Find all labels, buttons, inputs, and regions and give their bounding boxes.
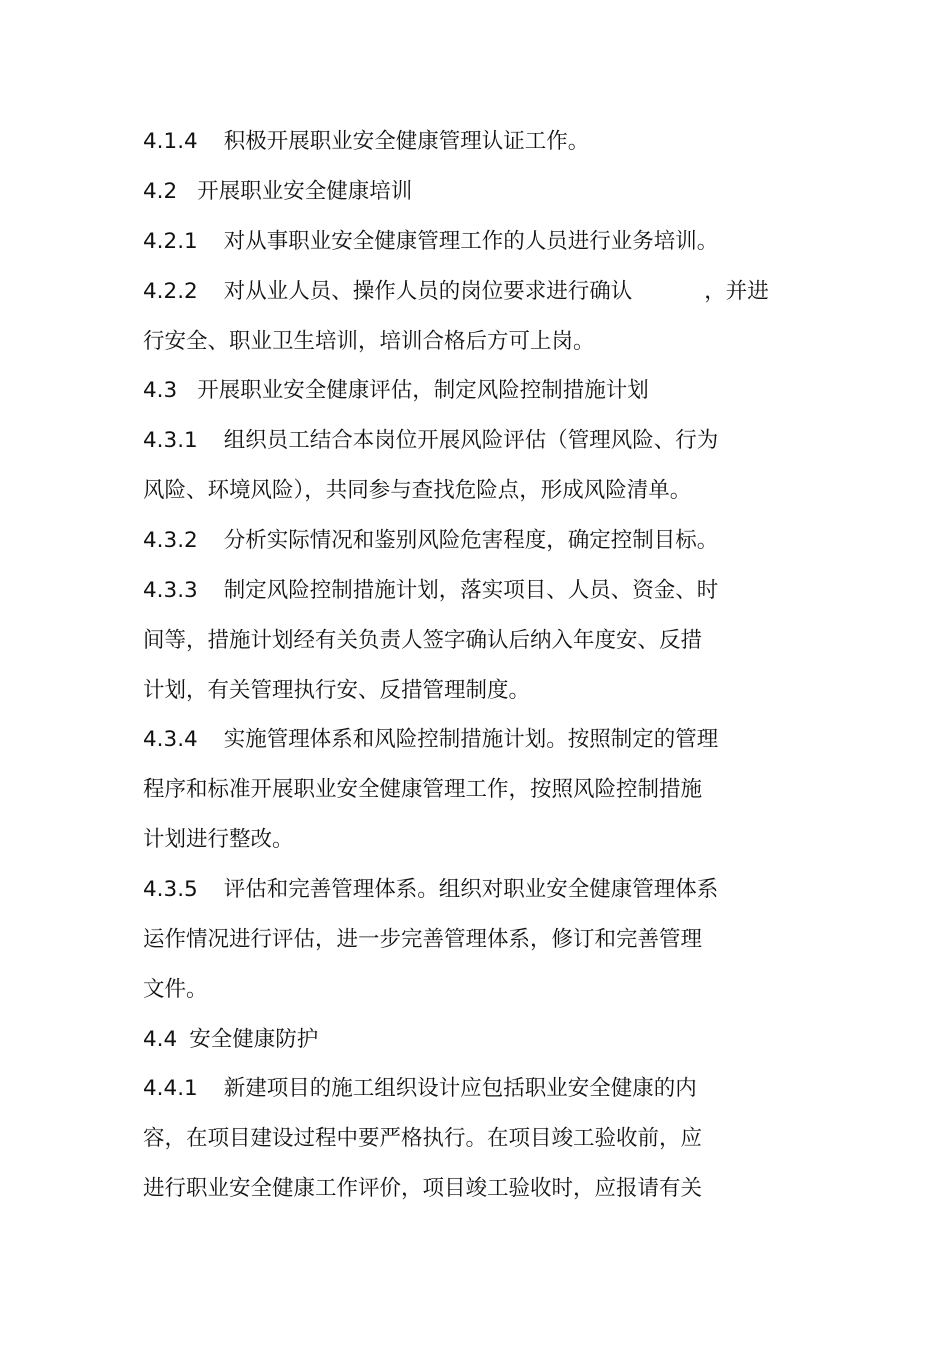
clause-number: 4.2.1 [143, 229, 198, 254]
section-4-3-heading [143, 373, 649, 409]
clause-text: 计划，有关管理执行安、反措管理制度。 [143, 678, 531, 703]
clause-number: 4.4.1 [143, 1076, 198, 1101]
clause-text-tail: ，并进 [704, 279, 769, 304]
section-number: 4.2 [143, 179, 178, 204]
clause-4-3-5-continued-2 [143, 972, 208, 1008]
clause-4-3-4-continued [143, 772, 702, 808]
clause-text: 间等，措施计划经有关负责人签字确认后纳入年度安、反措 [143, 628, 703, 653]
clause-4-4-1-continued-2 [143, 1171, 702, 1207]
section-4-2-heading [143, 174, 412, 210]
clause-text: 计划进行整改。 [143, 827, 294, 852]
clause-4-2-2-continued [143, 324, 595, 360]
clause-4-3-3-continued-2 [143, 673, 530, 709]
clause-4-4-1 [143, 1071, 697, 1107]
clause-number: 4.3.5 [143, 877, 198, 902]
clause-text: 程序和标准开展职业安全健康管理工作，按照风险控制措施 [143, 777, 703, 802]
clause-4-3-1 [143, 423, 718, 459]
clause-number: 4.3.3 [143, 578, 198, 603]
clause-text: 行安全、职业卫生培训，培训合格后方可上岗。 [143, 329, 595, 354]
clause-text: 实施管理体系和风险控制措施计划。按照制定的管理 [223, 727, 719, 752]
clause-4-2-1 [143, 224, 718, 260]
clause-text: 积极开展职业安全健康管理认证工作。 [223, 129, 590, 154]
clause-number: 4.1.4 [143, 129, 198, 154]
clause-text: 新建项目的施工组织设计应包括职业安全健康的内 [223, 1076, 697, 1101]
clause-text: 分析实际情况和鉴别风险危害程度，确定控制目标。 [223, 528, 719, 553]
clause-text: 运作情况进行评估，进一步完善管理体系，修订和完善管理 [143, 927, 703, 952]
section-title: 开展职业安全健康评估，制定风险控制措施计划 [197, 378, 649, 403]
clause-text: 文件。 [143, 977, 208, 1002]
clause-4-2-2 [143, 274, 769, 310]
clause-text: 对从业人员、操作人员的岗位要求进行确认 [223, 279, 633, 304]
clause-number: 4.2.2 [143, 279, 198, 304]
clause-4-3-4-continued-2 [143, 822, 294, 858]
section-number: 4.4 [143, 1027, 178, 1052]
clause-text: 风险、环境风险），共同参与查找危险点，形成风险清单。 [143, 478, 692, 503]
clause-text: 制定风险控制措施计划，落实项目、人员、资金、时 [223, 578, 719, 603]
clause-4-1-4 [143, 124, 589, 160]
clause-text: 对从事职业安全健康管理工作的人员进行业务培训。 [223, 229, 719, 254]
clause-text: 组织员工结合本岗位开展风险评估（管理风险、行为 [223, 428, 719, 453]
clause-text: 容，在项目建设过程中要严格执行。在项目竣工验收前，应 [143, 1126, 703, 1151]
section-4-4-heading [143, 1022, 318, 1058]
clause-4-3-1-continued [143, 473, 691, 509]
clause-text: 进行职业安全健康工作评价，项目竣工验收时，应报请有关 [143, 1176, 703, 1201]
clause-4-3-3-continued [143, 623, 702, 659]
clause-number: 4.3.2 [143, 528, 198, 553]
clause-4-3-5-continued [143, 922, 702, 958]
section-title: 安全健康防护 [189, 1027, 319, 1052]
clause-4-3-5 [143, 872, 718, 908]
clause-number: 4.3.4 [143, 727, 198, 752]
clause-text: 评估和完善管理体系。组织对职业安全健康管理体系 [223, 877, 719, 902]
section-title: 开展职业安全健康培训 [197, 179, 413, 204]
clause-4-3-3 [143, 573, 718, 609]
clause-4-3-4 [143, 722, 718, 758]
clause-4-4-1-continued [143, 1121, 702, 1157]
clause-4-3-2 [143, 523, 718, 559]
clause-number: 4.3.1 [143, 428, 198, 453]
section-number: 4.3 [143, 378, 178, 403]
